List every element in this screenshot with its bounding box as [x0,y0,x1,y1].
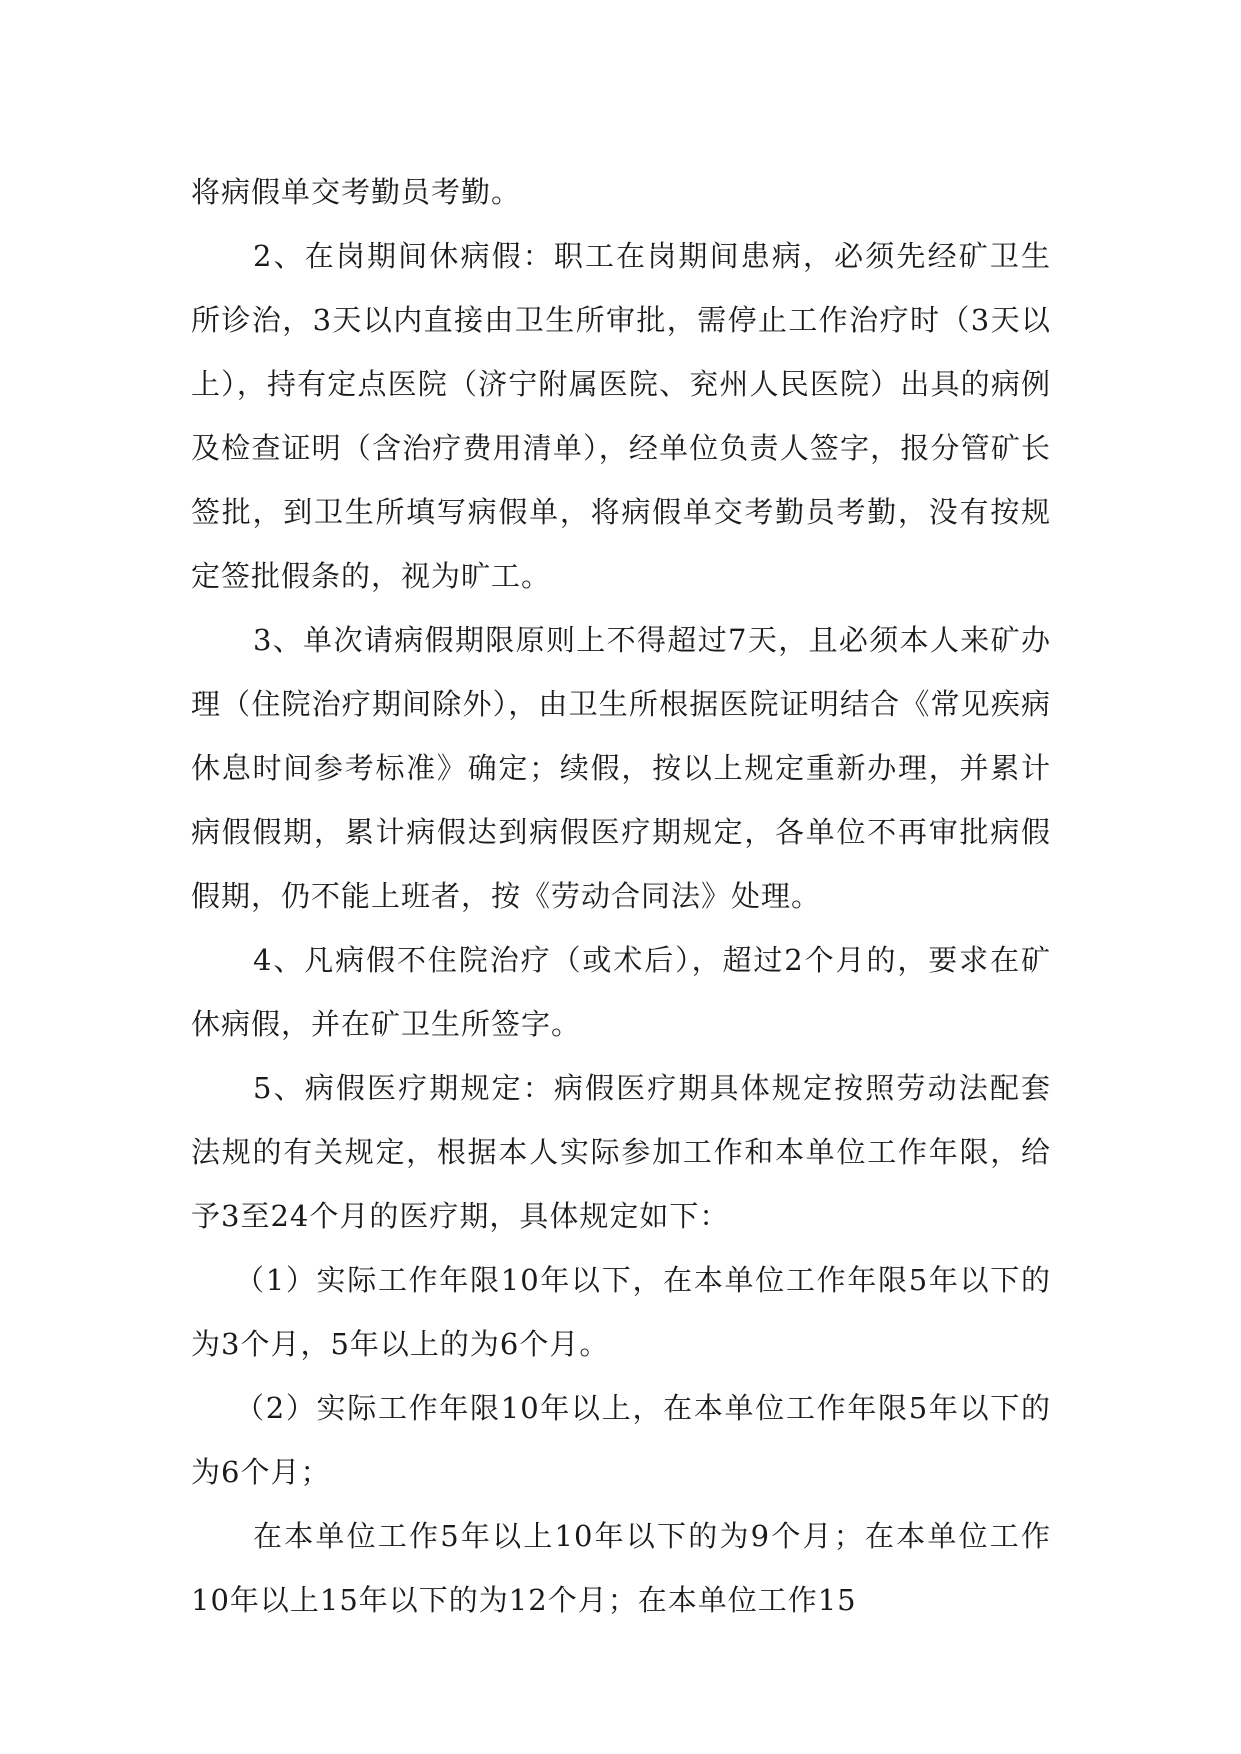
paragraph-item-4: 4、凡病假不住院治疗（或术后），超过2个月的，要求在矿休病假，并在矿卫生所签字。 [191,943,1051,1041]
paragraph-item-5: 5、病假医疗期规定：病假医疗期具体规定按照劳动法配套法规的有关规定，根据本人实际参加工作和本单位工作年限，给予3至24个月的医疗期，具体规定如下： [191,1071,1051,1233]
paragraph-item-3: 3、单次请病假期限原则上不得超过7天，且必须本人来矿办理（住院治疗期间除外），由卫生所根据医院证明结合《常见疾病休息时间参考标准》确定；续假，按以上规定重新办理，并累计病假假期，累计病假达到病假医疗期规定，各单位不再审批病假假期，仍不能上班者，按《劳动合同法》处理。 [191,623,1051,913]
paragraph-subitem-2-continued: 在本单位工作5年以上10年以下的为9个月；在本单位工作10年以上15年以下的为12个月；在本单位工作15 [191,1519,1051,1617]
paragraph-subitem-2: （2）实际工作年限10年以上，在本单位工作年限5年以下的为6个月； [191,1391,1051,1489]
paragraph-continuation: 将病假单交考勤员考勤。 [191,175,522,209]
paragraph-item-2: 2、在岗期间休病假：职工在岗期间患病，必须先经矿卫生所诊治，3天以内直接由卫生所审批，需停止工作治疗时（3天以上），持有定点医院（济宁附属医院、兖州人民医院）出具的病例及检查证明（含治疗费用清单），经单位负责人签字，报分管矿长签批，到卫生所填写病假单，将病假单交考勤员考勤，没有按规定签批假条的，视为旷工。 [191,239,1051,593]
document-body [191,160,1051,1632]
paragraph-subitem-1: （1）实际工作年限10年以下，在本单位工作年限5年以下的为3个月，5年以上的为6个月。 [191,1263,1051,1361]
